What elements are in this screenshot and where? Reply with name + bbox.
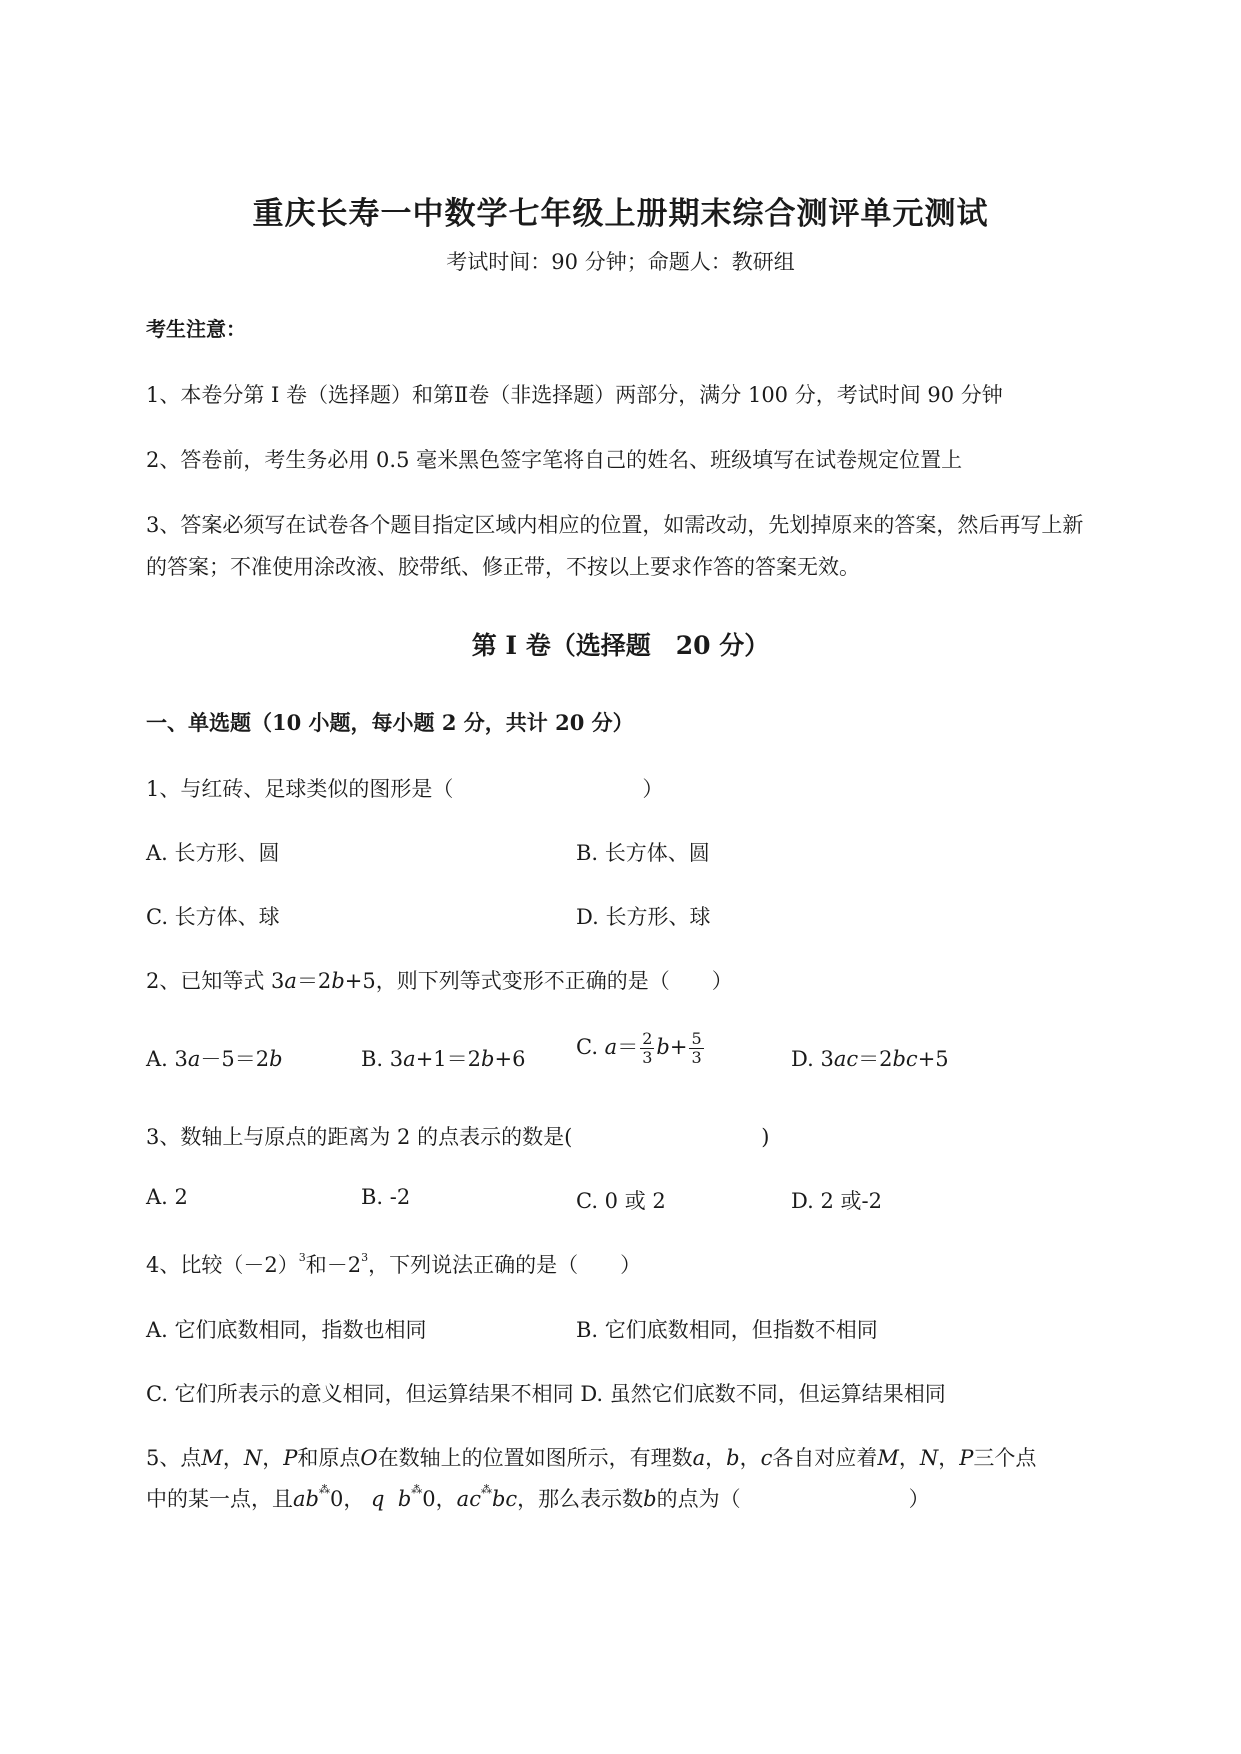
question-1-option-d: D. 长方形、球 [576,905,711,929]
question-1-option-c: C. 长方体、球 [146,905,280,929]
question-4-option-cd: C. 它们所表示的意义相同，但运算结果不相同 D. 虽然它们底数不同，但运算结果相同 [146,1382,946,1406]
question-1-option-a: A. 长方形、圆 [146,841,280,865]
notice-item: 2、答卷前，考生务必用 0.5 毫米黑色签字笔将自己的姓名、班级填写在试卷规定位置上 [146,448,963,472]
question-3-option-c: C. 0 或 2 [576,1189,666,1213]
question-2-option-d: D. 3ac＝2bc+5 [791,1047,949,1071]
question-2-option-c: C. a＝ $\frac{2}{3}$ b+ $\frac{5}{3}$ [576,1029,702,1067]
question-2-option-a: A. 3a－5＝2b [146,1047,283,1071]
question-4-stem: 4、比较$(-2)^3$和$-2^3$，下列说法正确的是（ ） [146,1251,642,1277]
question-1-stem: 1、与红砖、足球类似的图形是（ ） [146,777,664,801]
question-4-option-a: A. 它们底数相同，指数也相同 [146,1318,427,1342]
exam-info: 考试时间：90 分钟；命题人：教研组 [446,250,795,274]
section-heading: 一、单选题（10 小题，每小题 2 分，共计 20 分） [146,710,634,735]
question-3-stem: 3、数轴上与原点的距离为 2 的点表示的数是( ) [146,1125,770,1149]
section-title: 第 I 卷（选择题 20 分） [471,631,770,660]
question-5-stem-line-1: 5、点M，N，P和原点O在数轴上的位置如图所示，有理数a，b，c各自对应着M，N，P三个点 [146,1446,1037,1470]
notice-item: 1、本卷分第 I 卷（选择题）和第Ⅱ卷（非选择题）两部分，满分 100 分，考试时间 90 分钟 [146,383,1003,407]
notice-item: 的答案；不准使用涂改液、胶带纸、修正带，不按以上要求作答的答案无效。 [146,555,860,579]
question-4-option-b: B. 它们底数相同，但指数不相同 [576,1318,878,1342]
question-5-stem-line-2: 中的某一点，且ab⁂0， q b⁂0，ac⁂bc，那么表示数b的点为（ ） [146,1483,930,1511]
fraction: $\frac{2}{3}$ [642,1029,653,1067]
notice-item: 3、答案必须写在试卷各个题目指定区域内相应的位置，如需改动，先划掉原来的答案，然后再写上新 [146,513,1084,537]
fraction: $\frac{5}{3}$ [691,1029,702,1067]
question-2-stem: 2、已知等式 3a＝2b+5，则下列等式变形不正确的是（ ） [146,969,733,993]
question-2-option-b: B. 3a+1＝2b+6 [361,1047,526,1071]
question-3-option-d: D. 2 或-2 [791,1189,882,1213]
question-3-option-a: A. 2 [146,1185,188,1209]
page-title: 重庆长寿一中数学七年级上册期末综合测评单元测试 [252,196,989,232]
question-3-option-b: B. -2 [361,1185,411,1209]
notice-heading: 考生注意： [146,317,246,341]
question-1-option-b: B. 长方体、圆 [576,841,710,865]
